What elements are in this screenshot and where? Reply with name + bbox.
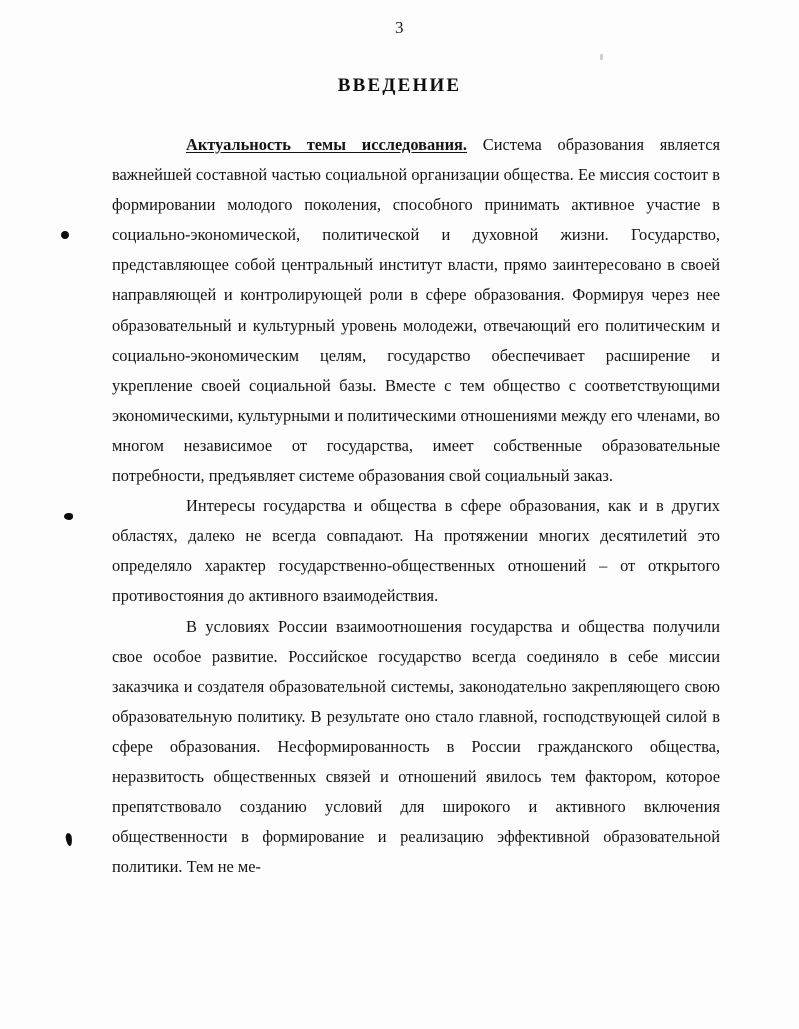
scan-speck-icon <box>65 833 73 847</box>
scan-speck-icon <box>64 513 73 520</box>
paragraph-1 <box>112 130 720 491</box>
page-number: 3 <box>395 18 404 37</box>
scan-speck-icon <box>61 231 69 239</box>
paragraph-1-text: Система образования является важнейшей составной частью социальной организации общества. Ее миссия состоит в формировании молодого поколения, способного принимать активное участие в социально-экономической, политической и духовной жизни. Государство, представляющее собой центральный институт власти, прямо заинтересовано в своей направляющей и контролирующей роли в сфере образования. Формируя через нее образовательный и культурный уровень молодежи, отвечающий его политическим и социально-экономическим целям, государство обеспечивает расширение и укрепление своей социальной базы. Вместе с тем общество с соответствующими экономическими, культурными и политическими отношениями между его членами, во многом независимое от государства, имеет собственные образовательные потребности, предъявляет системе образования свой социальный заказ. <box>112 135 721 486</box>
body-text <box>112 130 720 882</box>
scan-speck-faint-icon <box>600 54 603 60</box>
paragraph-2: Интересы государства и общества в сфере образования, как и в других областях, далеко не всегда совпадают. На протяжении многих десятилетий это определяло характер государственно-общественных отношений – от открытого противостояния до активного взаимодействия. <box>112 496 720 606</box>
page-title: ВВЕДЕНИЕ <box>337 75 462 96</box>
paragraph-3: В условиях России взаимоотношения государства и общества получили свое особое развитие. Российское государство всегда соединяло в себе миссии заказчика и создателя образовательной системы, законодательно закрепляющего свою образовательную политику. В результате оно стало главной, господствующей силой в сфере образования. Несформированность в России гражданского общества, неразвитость общественных связей и отношений явилось тем фактором, которое препятствовало созданию условий для широкого и активного включения общественности в формирование и реализацию эффективной образовательной политики. Тем не ме- <box>112 616 720 877</box>
lead-in-phrase: Актуальность темы исследования. <box>186 135 468 154</box>
